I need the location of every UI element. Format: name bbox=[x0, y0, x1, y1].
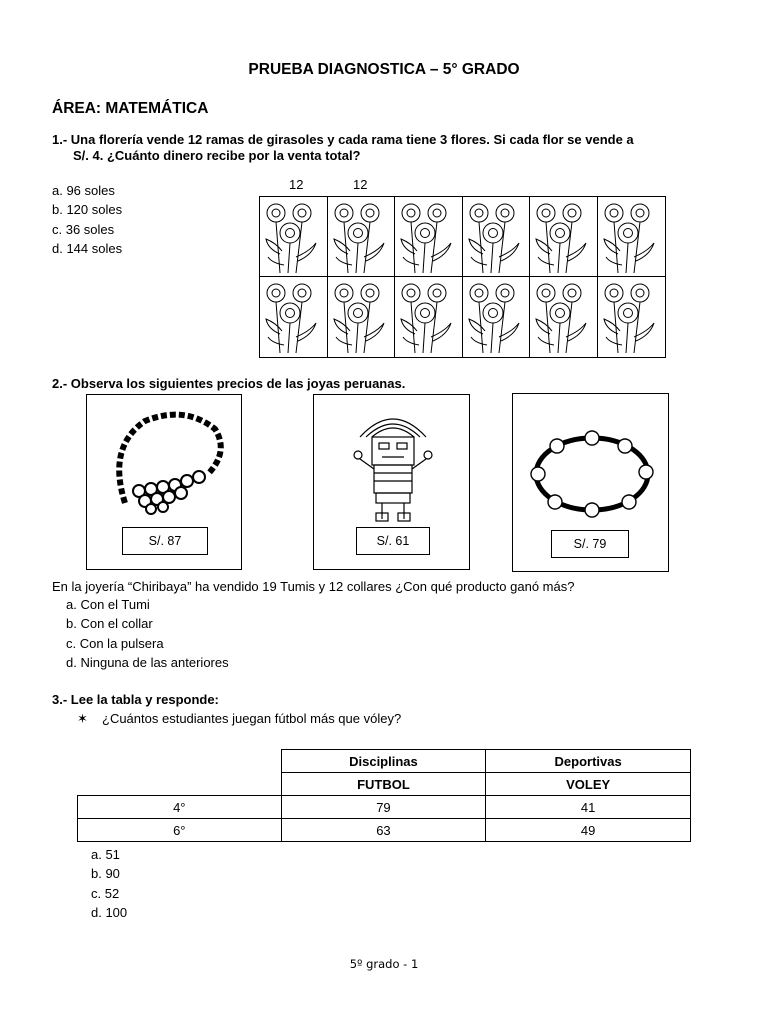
sunflower-bunch-image bbox=[598, 197, 666, 277]
sunflower-bunch-image bbox=[463, 277, 531, 357]
q2-heading: 2.- Observa los siguientes precios de las joyas peruanas. bbox=[52, 376, 406, 391]
q1-option-a[interactable]: a. 96 soles bbox=[52, 183, 115, 198]
table-header-voley: VOLEY bbox=[486, 773, 691, 796]
sunflower-bunch-image bbox=[328, 197, 396, 277]
sunflower-bunch-image bbox=[260, 277, 328, 357]
tumi-image bbox=[344, 407, 442, 525]
table-empty-corner bbox=[78, 750, 282, 773]
q3-option-d[interactable]: d. 100 bbox=[91, 904, 128, 920]
q2-option-b[interactable]: b. Con el collar bbox=[66, 616, 153, 632]
flower-count-label-1: 12 bbox=[289, 177, 304, 192]
tumi-price-tag: S/. 61 bbox=[356, 527, 430, 555]
q2-option-d[interactable]: d. Ninguna de las anteriores bbox=[66, 654, 229, 670]
q1-option-d[interactable]: d. 144 soles bbox=[52, 240, 123, 256]
q2-option-c[interactable]: c. Con la pulsera bbox=[66, 635, 164, 651]
table-cell-voley: 41 bbox=[486, 796, 691, 819]
bracelet-price-tag: S/. 79 bbox=[551, 530, 629, 558]
bullet-icon: ✶ bbox=[77, 711, 88, 726]
necklace-price-tag: S/. 87 bbox=[122, 527, 208, 555]
area-heading: ÁREA: MATEMÁTICA bbox=[52, 100, 209, 117]
q3-option-a[interactable]: a. 51 bbox=[91, 847, 120, 862]
q1-text-line1: 1.- Una florería vende 12 ramas de girasoles y cada rama tiene 3 flores. Si cada flor se vende a bbox=[52, 132, 634, 147]
sunflower-bunch-image bbox=[260, 197, 328, 277]
page-title: PRUEBA DIAGNOSTICA – 5° GRADO bbox=[248, 61, 520, 78]
sunflower-bunch-image bbox=[530, 277, 598, 357]
bracelet-image bbox=[529, 424, 655, 522]
sunflower-bunch-image bbox=[395, 277, 463, 357]
table-header-disciplinas: Disciplinas bbox=[281, 750, 486, 773]
table-row bbox=[78, 819, 691, 842]
q2-options bbox=[66, 595, 229, 672]
page-footer: 5º grado - 1 bbox=[349, 957, 419, 971]
q3-bullet-question: ¿Cuántos estudiantes juegan fútbol más que vóley? bbox=[102, 711, 402, 726]
sunflower-bunch-image bbox=[463, 197, 531, 277]
necklace-image bbox=[105, 407, 229, 515]
table-cell-voley: 49 bbox=[486, 819, 691, 842]
table-cell-grade: 6° bbox=[78, 819, 282, 842]
q3-heading: 3.- Lee la tabla y responde: bbox=[52, 692, 219, 707]
q3-options bbox=[91, 845, 127, 922]
necklace-card bbox=[86, 394, 242, 570]
sunflower-bunch-image bbox=[328, 277, 396, 357]
sunflower-bunch-image bbox=[395, 197, 463, 277]
table-header-deportivas: Deportivas bbox=[486, 750, 691, 773]
table-empty-corner bbox=[78, 773, 282, 796]
bracelet-card bbox=[512, 393, 669, 572]
flower-count-label-2: 12 bbox=[353, 177, 368, 192]
table-header-futbol: FUTBOL bbox=[281, 773, 486, 796]
sunflower-bunch-image bbox=[598, 277, 666, 357]
table-cell-futbol: 79 bbox=[281, 796, 486, 819]
q3-option-c[interactable]: c. 52 bbox=[91, 885, 120, 901]
q3-option-b[interactable]: b. 90 bbox=[91, 866, 120, 882]
table-cell-grade: 4° bbox=[78, 796, 282, 819]
tumi-card bbox=[313, 394, 470, 570]
q1-option-b[interactable]: b. 120 soles bbox=[52, 202, 123, 218]
table-cell-futbol: 63 bbox=[281, 819, 486, 842]
q2-question: En la joyería “Chiribaya” ha vendido 19 Tumis y 12 collares ¿Con qué producto ganó más? bbox=[52, 579, 575, 594]
q2-option-a[interactable]: a. Con el Tumi bbox=[66, 597, 150, 612]
q1-option-c[interactable]: c. 36 soles bbox=[52, 221, 115, 237]
sunflower-bunch-image bbox=[530, 197, 598, 277]
sports-table bbox=[77, 749, 691, 842]
sunflower-grid bbox=[259, 196, 666, 358]
table-row bbox=[78, 796, 691, 819]
q1-text-line2: S/. 4. ¿Cuánto dinero recibe por la venta total? bbox=[73, 148, 361, 163]
q1-options bbox=[52, 181, 122, 258]
